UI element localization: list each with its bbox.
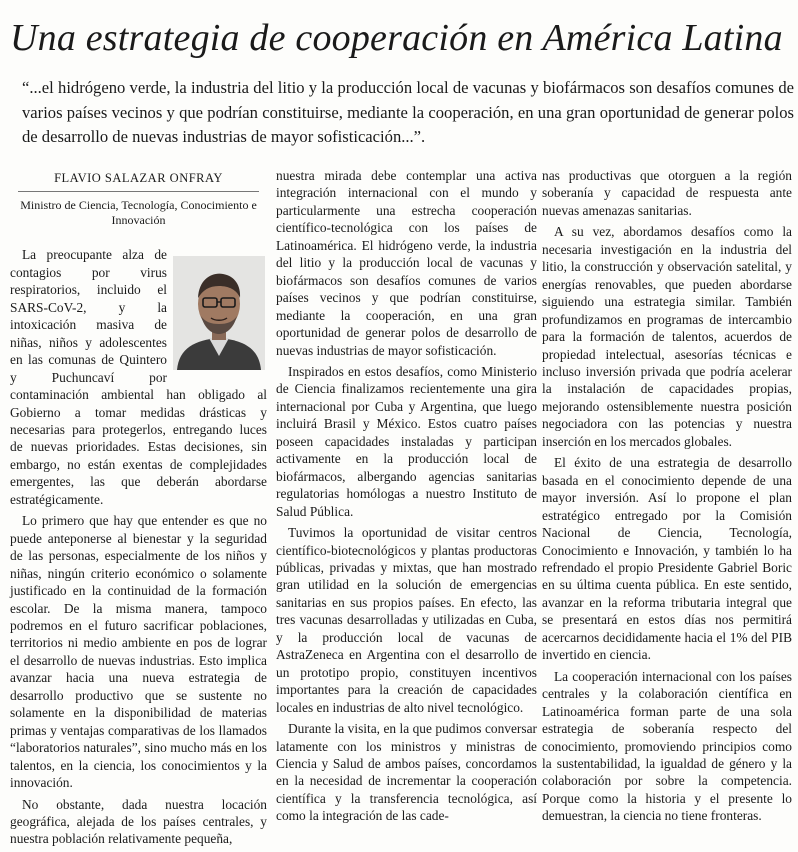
- author-name: FLAVIO SALAZAR ONFRAY: [54, 171, 223, 185]
- paragraph: nas productivas que otorguen a la región soberanía y capacidad de respuesta ante nuevas amenazas sanitarias.: [542, 168, 792, 218]
- pull-quote: “...el hidrógeno verde, la industria del litio y la producción local de vacunas y biofármacos son desafíos comunes de varios países vecinos y que podrían constituirse, mediante la cooperación, en una gran oportunidad de generar polos de desarrollo de nuevas industrias de mayor sofisticación...”.: [22, 78, 794, 146]
- column-1: [10, 170, 267, 852]
- paragraph: nuestra mirada debe contemplar una activa integración internacional con el mundo y particularmente una estrecha cooperación científico-tecnológica con los países de Latinoamérica. El hidrógeno verde, la industria del litio y la producción local de vacunas y biofármacos son desafíos comunes de varios países vecinos y que podrían constituirse, mediante la cooperación, en una gran oportunidad de generar polos de desarrollo de nuevas industrias de mayor sofisticación.: [276, 168, 537, 358]
- headline: Una estrategia de cooperación en América Latina: [10, 17, 783, 59]
- column-3: [542, 167, 792, 829]
- byline-divider: [18, 191, 259, 192]
- author-affiliation: Ministro de Ciencia, Tecnología, Conocimiento e Innovación: [20, 198, 257, 228]
- paragraph: El éxito de una estrategia de desarrollo basada en el conocimiento depende de una mayor inversión. Así lo propone el plan estratégico entregado por la Comisión Nacional de Ciencia, Tecnología, Conocimiento e Innovación, y también lo ha refrendado el propio Presidente Gabriel Boric en su última cuenta pública. En este sentido, avanzar en la reforma tributaria integral que se presentará en estos días nos permitirá acercarnos decididamente hacia el 1% del PIB invertido en ciencia.: [542, 455, 792, 663]
- paragraph: La cooperación internacional con los países centrales y la colaboración científica en Latinoamérica forman parte de una sola estrategia de soberanía respecto del conocimiento, promoviendo principios como la sustentabilidad, la igualdad de género y la colaboración por sobre la competencia. Porque como la historia y el presente lo demuestran, la ciencia no tiene fronteras.: [542, 668, 792, 824]
- author-photo: [173, 256, 265, 370]
- paragraph: No obstante, dada nuestra locación geográfica, alejada de los países centrales, y nuestra población relativamente pequeña,: [10, 796, 267, 847]
- portrait-image: [173, 256, 265, 370]
- paragraph: Durante la visita, en la que pudimos conversar latamente con los ministros y ministras de Ciencia y Salud de ambos países, concordamos en la necesidad de incrementar la cooperación científica y la transferencia tecnológica, así como la integración de las cade-: [276, 721, 537, 824]
- paragraph: Tuvimos la oportunidad de visitar centros científico-biotecnológicos y plantas productoras públicas, privadas y mixtas, que han mostrado gran utilidad en la solución de emergencias sanitarias en sus propios países. En efecto, las tres vacunas desarrolladas y utilizadas en Cuba, y la producción local de vacunas de AstraZeneca en Argentina con el desarrollo de un prototipo propio, constituyen incentivos importantes para la creación de capacidades locales en industrias de alto nivel tecnológico.: [276, 525, 537, 715]
- paragraph: A su vez, abordamos desafíos como la necesaria investigación en la industria del litio, la construcción y observación satelital, y energías renovables, que pueden abordarse siguiendo una estrategia similar. También profundizamos en programas de intercambio para la formación de talentos, acuerdos de propiedad intelectual, asesorías técnicas e incluso inversión privada que podría acelerar la instalación de capacidades propias, mejorando ostensiblemente nuestra posición negociadora con las potencias y nuestra inserción en los mercados globales.: [542, 224, 792, 449]
- paragraph: Lo primero que hay que entender es que no puede anteponerse al bienestar y la seguridad de las personas, especialmente de los niños y niñas, ningún criterio económico o solamente justificado en la continuidad de la formación escolar. De la misma manera, tampoco podremos en el futuro sacrificar poblaciones, territorios ni medio ambiente en pos de lograr el desarrollo de nuevas industrias. Esto implica avanzar hacia una nueva estrategia de desarrollo productivo que se sustente no solamente en la disponibilidad de materias primas y ventajas comparativas de los llamados “laboratorios naturales”, sino mucho más en los talentos, en la ciencia, los conocimientos y la innovación.: [10, 513, 267, 791]
- paragraph: La preocupante alza de contagios por virus respiratorios, incluido el SARS-CoV-2, y la intoxicación masiva de niñas, niños y adolescentes en las comunas de Quintero y Puchuncaví por contaminación ambiental han obligado al Gobierno a tomar medidas drásticas y necesarias para protegerlos, entregando luces de nuevas prioridades. Estas decisiones, sin embargo, no están exentas de complejidades emergentes, las que deberán abordarse estratégicamente.: [10, 247, 267, 507]
- column-2: [276, 167, 537, 829]
- paragraph: Inspirados en estos desafíos, como Ministerio de Ciencia finalizamos recientemente una gira internacional por Cuba y Argentina, que luego incluirá Brasil y México. Estos cuatro países poseen capacidades instaladas y participan activamente en la producción local de biofármacos, albergando agencias sanitarias regulatorias homólogas a nuestro Instituto de Salud Pública.: [276, 363, 537, 519]
